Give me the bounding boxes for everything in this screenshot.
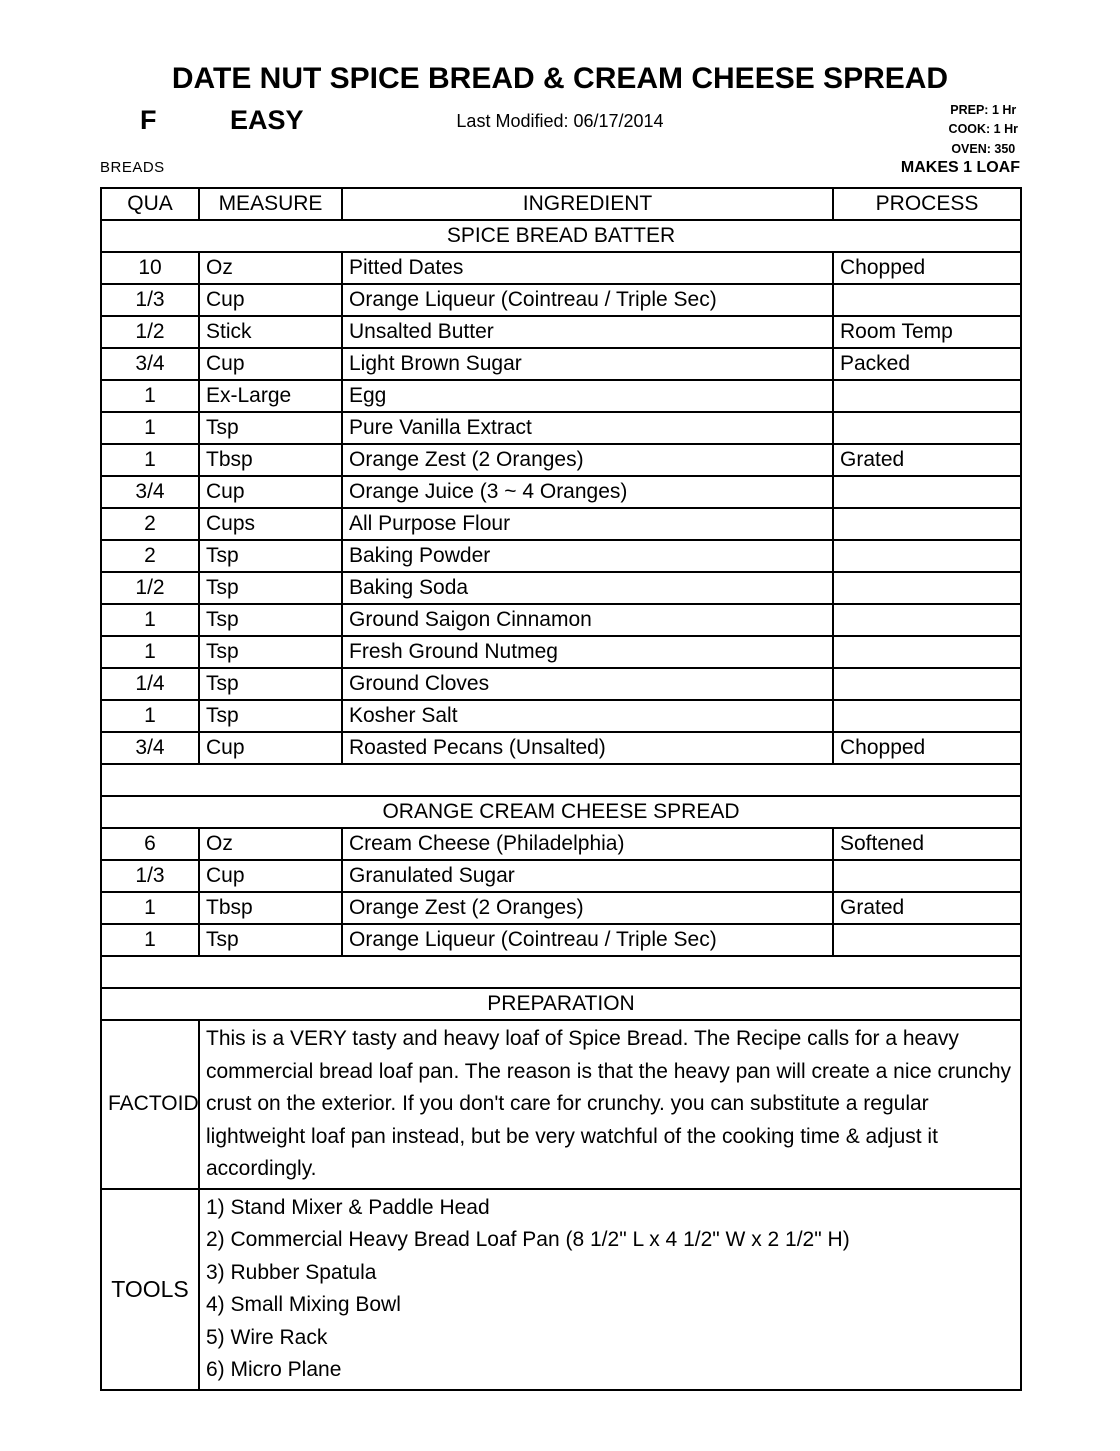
cell-process [833, 636, 1021, 668]
cell-quantity: 1 [101, 412, 199, 444]
row-spacer [101, 956, 1021, 988]
preparation-title: PREPARATION [101, 988, 1021, 1020]
section-title: SPICE BREAD BATTER [101, 220, 1021, 252]
cell-process: Chopped [833, 732, 1021, 764]
recipe-category: BREADS [100, 159, 165, 176]
cell-quantity: 1 [101, 700, 199, 732]
table-row [101, 412, 1021, 444]
cell-measure: Oz [199, 828, 342, 860]
table-row [101, 380, 1021, 412]
cell-measure: Tsp [199, 700, 342, 732]
list-item: 1) Stand Mixer & Paddle Head [206, 1195, 490, 1219]
cell-process [833, 412, 1021, 444]
cell-quantity: 1/3 [101, 860, 199, 892]
cell-quantity: 10 [101, 252, 199, 284]
cell-ingredient: Orange Liqueur (Cointreau / Triple Sec) [342, 284, 833, 316]
cell-quantity: 1 [101, 892, 199, 924]
cell-quantity: 1 [101, 604, 199, 636]
cell-measure: Tsp [199, 924, 342, 956]
cell-process [833, 540, 1021, 572]
cell-measure: Tsp [199, 668, 342, 700]
cell-process [833, 284, 1021, 316]
table-row [101, 252, 1021, 284]
cell-process [833, 860, 1021, 892]
table-row [101, 572, 1021, 604]
cell-ingredient: Orange Juice (3 ~ 4 Oranges) [342, 476, 833, 508]
table-row [101, 476, 1021, 508]
cell-ingredient: Orange Zest (2 Oranges) [342, 892, 833, 924]
cell-ingredient: Cream Cheese (Philadelphia) [342, 828, 833, 860]
cell-ingredient: Unsalted Butter [342, 316, 833, 348]
cell-measure: Ex-Large [199, 380, 342, 412]
cell-quantity: 1 [101, 924, 199, 956]
cell-measure: Cup [199, 732, 342, 764]
row-spacer [101, 764, 1021, 796]
difficulty-label: EASY [230, 105, 304, 135]
factoid-label: FACTOID [101, 1020, 199, 1189]
cell-quantity: 2 [101, 508, 199, 540]
cell-process [833, 700, 1021, 732]
cell-process [833, 508, 1021, 540]
list-item: 3) Rubber Spatula [206, 1260, 377, 1284]
cell-ingredient: Ground Cloves [342, 668, 833, 700]
cell-ingredient: Egg [342, 380, 833, 412]
cell-ingredient: Kosher Salt [342, 700, 833, 732]
cell-quantity: 2 [101, 540, 199, 572]
cell-measure: Cup [199, 284, 342, 316]
cell-quantity: 6 [101, 828, 199, 860]
table-header-row [101, 188, 1021, 220]
cell-quantity: 1/3 [101, 284, 199, 316]
column-header-measure: MEASURE [199, 188, 342, 220]
cell-measure: Tbsp [199, 892, 342, 924]
cell-quantity: 1/2 [101, 316, 199, 348]
cell-quantity: 1 [101, 636, 199, 668]
cell-ingredient: Granulated Sugar [342, 860, 833, 892]
cell-quantity: 3/4 [101, 348, 199, 380]
cell-process [833, 476, 1021, 508]
list-item: 5) Wire Rack [206, 1325, 328, 1349]
cell-ingredient: All Purpose Flour [342, 508, 833, 540]
cell-process: Grated [833, 444, 1021, 476]
column-header-ingredient: INGREDIENT [342, 188, 833, 220]
table-row [101, 828, 1021, 860]
table-row [101, 924, 1021, 956]
time-block [949, 101, 1018, 159]
factoid-row [101, 1020, 1021, 1189]
tools-list [199, 1189, 1021, 1390]
cell-measure: Stick [199, 316, 342, 348]
cell-ingredient: Roasted Pecans (Unsalted) [342, 732, 833, 764]
list-item: 6) Micro Plane [206, 1358, 342, 1382]
cell-ingredient: Orange Zest (2 Oranges) [342, 444, 833, 476]
oven-temp: OVEN: 350 [951, 141, 1016, 156]
column-header-quantity: QUA [101, 188, 199, 220]
tools-label: TOOLS [101, 1189, 199, 1390]
table-row [101, 508, 1021, 540]
list-item: 4) Small Mixing Bowl [206, 1293, 401, 1317]
cell-measure: Tsp [199, 540, 342, 572]
table-row [101, 540, 1021, 572]
column-header-process: PROCESS [833, 188, 1021, 220]
cell-process: Room Temp [833, 316, 1021, 348]
table-row [101, 700, 1021, 732]
cell-ingredient: Fresh Ground Nutmeg [342, 636, 833, 668]
cell-measure: Tbsp [199, 444, 342, 476]
cell-process: Grated [833, 892, 1021, 924]
header-meta-row [100, 101, 1020, 163]
cell-process [833, 668, 1021, 700]
cell-quantity: 1 [101, 380, 199, 412]
cell-ingredient: Orange Liqueur (Cointreau / Triple Sec) [342, 924, 833, 956]
yield-label: MAKES 1 LOAF [900, 159, 1020, 176]
cell-measure: Tsp [199, 604, 342, 636]
cell-process: Softened [833, 828, 1021, 860]
cell-measure: Cup [199, 476, 342, 508]
cell-measure: Oz [199, 252, 342, 284]
cell-measure: Tsp [199, 412, 342, 444]
ingredients-table [100, 187, 1022, 1391]
table-row [101, 892, 1021, 924]
tools-row [101, 1189, 1021, 1390]
section-header-row [101, 796, 1021, 828]
table-row [101, 668, 1021, 700]
cook-time: COOK: 1 Hr [948, 122, 1018, 137]
cell-measure: Cups [199, 508, 342, 540]
cell-measure: Cup [199, 860, 342, 892]
table-row [101, 732, 1021, 764]
table-row [101, 604, 1021, 636]
prep-time: PREP: 1 Hr [950, 103, 1017, 117]
cell-ingredient: Light Brown Sugar [342, 348, 833, 380]
cell-quantity: 1/2 [101, 572, 199, 604]
table-row [101, 316, 1021, 348]
page-title: DATE NUT SPICE BREAD & CREAM CHEESE SPREAD [171, 62, 949, 95]
preparation-header-row [101, 988, 1021, 1020]
table-row [101, 444, 1021, 476]
table-row [101, 636, 1021, 668]
list-item: 2) Commercial Heavy Bread Loaf Pan (8 1/2" L x 4 1/2" W x 2 1/2" H) [206, 1228, 850, 1252]
cell-quantity: 3/4 [101, 476, 199, 508]
section-header-row [101, 220, 1021, 252]
cell-quantity: 1/4 [101, 668, 199, 700]
cell-ingredient: Pure Vanilla Extract [342, 412, 833, 444]
factoid-text: This is a VERY tasty and heavy loaf of Spice Bread. The Recipe calls for a heavy commercial bread loaf pan. The reason is that the heavy pan will create a nice crunchy crust on the exterior. If you don't care for crunchy. you can substitute a regular lightweight loaf pan instead, but be very watchful of the cooking time & adjust it accordingly. [199, 1020, 1021, 1189]
cell-ingredient: Ground Saigon Cinnamon [342, 604, 833, 636]
cell-measure: Tsp [199, 572, 342, 604]
table-row [101, 860, 1021, 892]
cell-process [833, 604, 1021, 636]
table-row [101, 348, 1021, 380]
section-title: ORANGE CREAM CHEESE SPREAD [101, 796, 1021, 828]
cell-process: Packed [833, 348, 1021, 380]
cell-ingredient: Baking Powder [342, 540, 833, 572]
cell-ingredient: Baking Soda [342, 572, 833, 604]
last-modified-date: Last Modified: 06/17/2014 [456, 111, 664, 131]
cell-process: Chopped [833, 252, 1021, 284]
sub-header-row [100, 159, 1020, 183]
cell-process [833, 572, 1021, 604]
cell-process [833, 924, 1021, 956]
cell-quantity: 3/4 [101, 732, 199, 764]
cell-measure: Tsp [199, 636, 342, 668]
cell-quantity: 1 [101, 444, 199, 476]
letter-grade: F [140, 105, 157, 135]
cell-ingredient: Pitted Dates [342, 252, 833, 284]
cell-measure: Cup [199, 348, 342, 380]
table-row [101, 284, 1021, 316]
cell-process [833, 380, 1021, 412]
